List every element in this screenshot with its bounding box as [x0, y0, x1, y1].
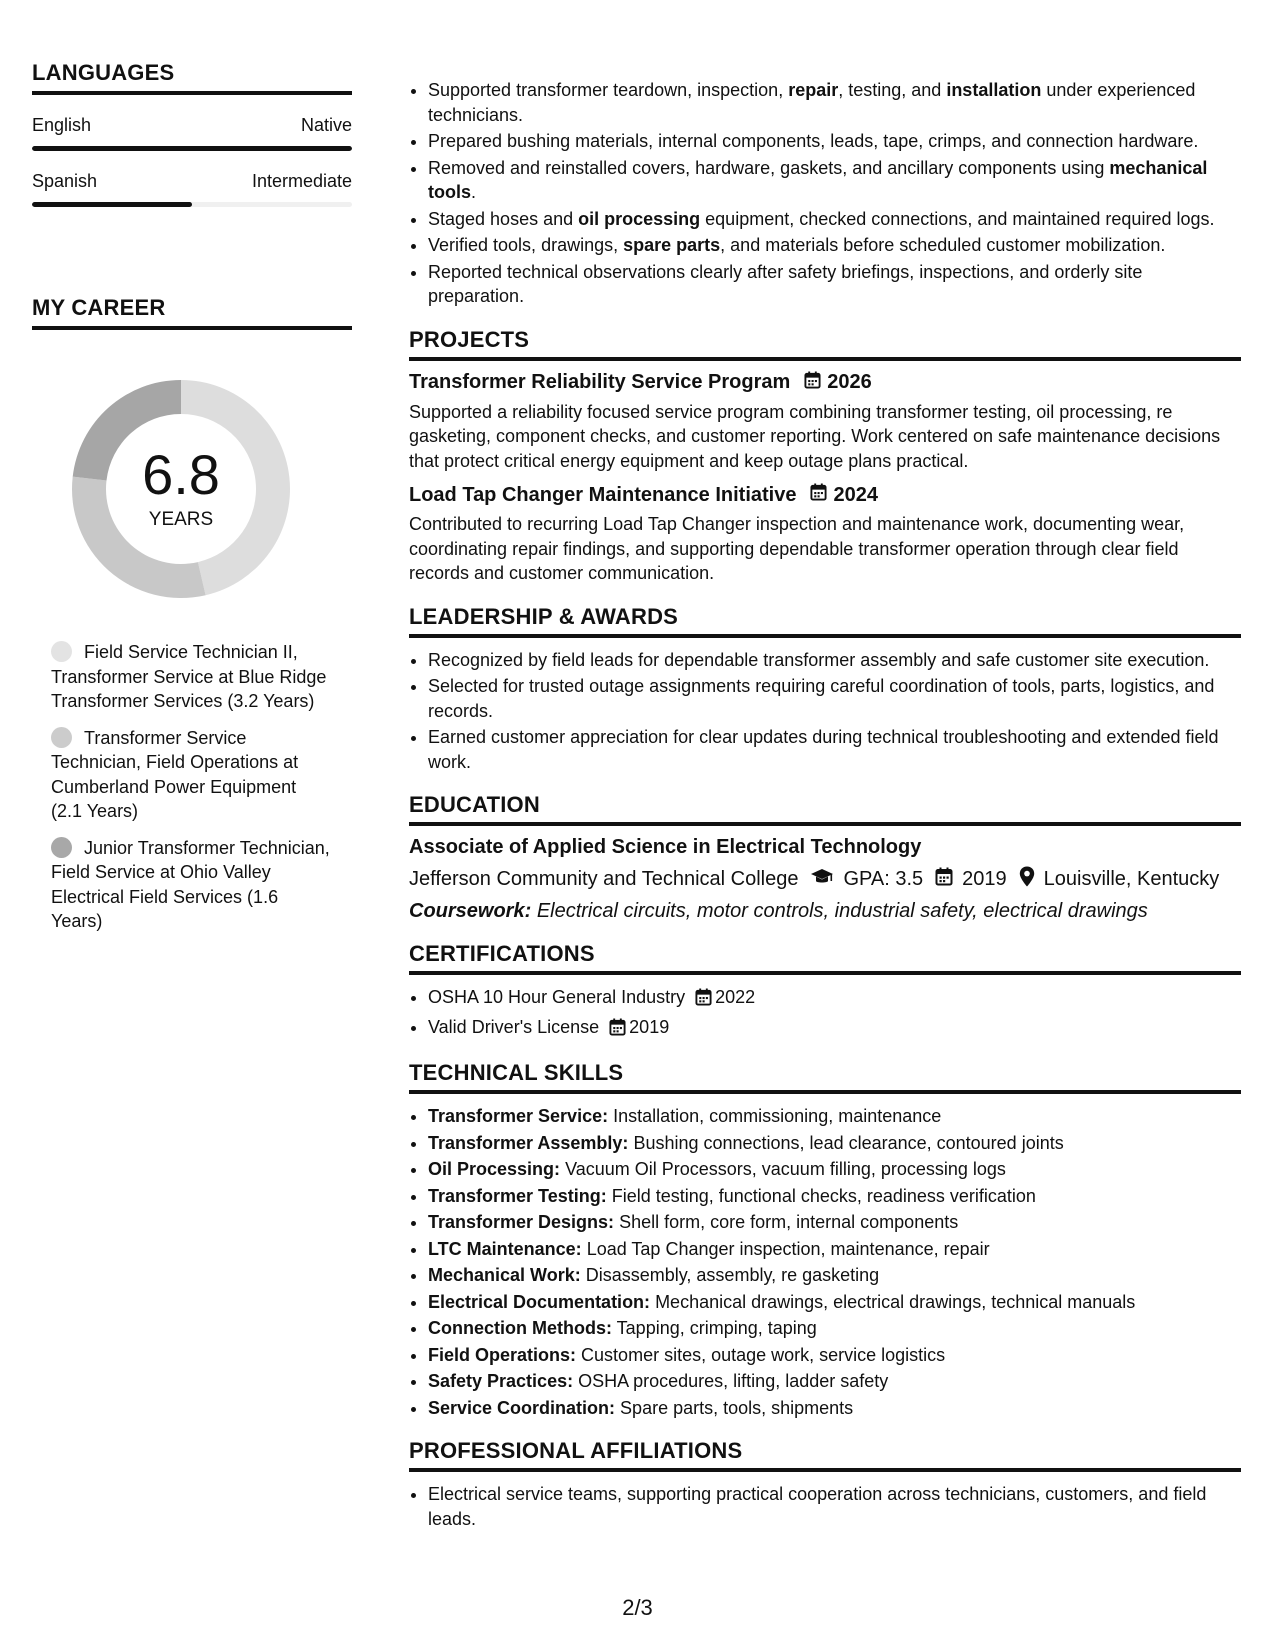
skill-value: Spare parts, tools, shipments [620, 1397, 854, 1418]
map-pin-icon [1019, 866, 1035, 893]
bullet-text: , and materials before scheduled customer mobilization. [720, 235, 1166, 255]
language-proficiency-fill [32, 202, 192, 207]
experience-bullet [428, 207, 1241, 232]
bullet-text: Removed and reinstalled covers, hardware, gaskets, and ancillary components using [428, 157, 1110, 178]
project-year: 2026 [827, 371, 872, 393]
skill-value: Load Tap Changer inspection, maintenance, repair [586, 1238, 990, 1259]
leadership-item: • Earned customer appreciation for clear updates during technical troubleshooting and extended field work. [428, 725, 1241, 774]
career-legend-dot [51, 727, 72, 748]
skill-item [428, 1104, 1241, 1129]
skill-value: Shell form, core form, internal components [619, 1212, 959, 1232]
language-level: Native [300, 115, 352, 135]
bullet-text: Staged hoses and [428, 208, 579, 229]
skills-list [409, 1104, 1241, 1420]
language-name: English [32, 115, 92, 135]
calendar-icon [609, 1018, 626, 1043]
skill-value: Disassembly, assembly, re gasketing [585, 1265, 880, 1285]
certification-year: 2022 [715, 987, 756, 1007]
skill-label: Transformer Designs: [428, 1212, 615, 1232]
bullet-text: Supported transformer teardown, inspection, [428, 80, 789, 100]
skill-item [428, 1157, 1241, 1182]
certification-name: OSHA 10 Hour General Industry [428, 987, 686, 1007]
project-description: Supported a reliability focused service program combining transformer testing, oil processing, re gasketing, component checks, and customer reporting. Work centered on safe maintenance decisions that protect critical energy equipment and keep outage plans practical. [409, 401, 1221, 471]
skill-value: OSHA procedures, lifting, ladder safety [578, 1371, 889, 1391]
certification-name: Valid Driver's License [428, 1016, 600, 1037]
certification-item [428, 985, 1241, 1013]
donut-center [66, 374, 296, 604]
experience-bullet [428, 78, 1241, 127]
skill-label: Connection Methods: [428, 1318, 612, 1338]
bullet-text: Prepared bushing materials, internal components, leads, tape, crimps, and connection hardware. [428, 131, 1199, 151]
skill-item [428, 1343, 1241, 1368]
skill-item [428, 1237, 1241, 1262]
certifications-title: CERTIFICATIONS [409, 941, 1241, 975]
skills-title: TECHNICAL SKILLS [409, 1060, 1241, 1094]
career-item [51, 836, 331, 934]
skill-value: Customer sites, outage work, service logistics [581, 1344, 946, 1365]
bullet-keyword: repair [788, 80, 839, 100]
bullet-keyword: spare parts [623, 235, 721, 255]
calendar-icon [935, 867, 953, 892]
language-name: Spanish [32, 171, 98, 191]
leadership-item: • Recognized by field leads for dependable transformer assembly and safe customer site execution. [428, 648, 1241, 673]
bullet-keyword: mechanical tools [428, 157, 1208, 202]
calendar-icon [695, 988, 712, 1013]
bullet-keyword: oil processing [578, 208, 701, 229]
skill-label: Service Coordination: [428, 1397, 616, 1418]
experience-bullet [428, 156, 1241, 205]
project-description: Contributed to recurring Load Tap Changer inspection and maintenance work, documenting wear, coordinating repair findings, and supporting dependable transformer operation through clear field records and customer communication. [409, 514, 1185, 583]
project-name: Load Tap Changer Maintenance Initiative [409, 483, 797, 506]
skill-label: Oil Processing: [428, 1159, 561, 1179]
skill-item [428, 1263, 1241, 1288]
career-donut-chart [66, 374, 296, 604]
career-item [51, 726, 331, 824]
leadership-title: LEADERSHIP & AWARDS [409, 604, 1241, 638]
education-year: 2019 [962, 868, 1007, 890]
experience-bullets [409, 78, 1241, 309]
skill-label: Field Operations: [428, 1344, 577, 1365]
language-row [32, 171, 352, 192]
leadership-item: • Selected for trusted outage assignments requiring careful coordination of tools, parts, logistics, and records. [428, 674, 1241, 723]
coursework-text: Electrical circuits, motor controls, industrial safety, electrical drawings [536, 900, 1148, 922]
certifications-list [409, 985, 1241, 1042]
project-year: 2024 [833, 483, 878, 506]
skill-value: Installation, commissioning, maintenance [613, 1106, 942, 1126]
skill-label: Transformer Assembly: [428, 1132, 629, 1153]
experience-bullet [428, 233, 1241, 258]
career-legend-dot [51, 641, 72, 662]
skill-item [428, 1396, 1241, 1421]
skill-label: Safety Practices: [428, 1371, 574, 1391]
bullet-text: under experienced technicians. [428, 80, 1196, 125]
bullet-text: Verified tools, drawings, [428, 235, 624, 255]
project-name: Transformer Reliability Service Program [409, 371, 791, 393]
affiliations-title: PROFESSIONAL AFFILIATIONS [409, 1438, 1241, 1472]
languages-list [32, 115, 352, 207]
language-proficiency-bar [32, 202, 352, 207]
calendar-icon [810, 483, 827, 507]
language-level: Intermediate [251, 171, 352, 191]
skill-label: Mechanical Work: [428, 1265, 581, 1285]
projects-title: PROJECTS [409, 327, 1241, 361]
career-item-text: Transformer Service Technician, Field Operations at Cumberland Power Equipment (2.1 Years) [51, 727, 299, 821]
education-coursework [409, 900, 1241, 923]
main-content [409, 78, 1241, 1533]
sidebar [32, 60, 352, 946]
skill-label: Electrical Documentation: [428, 1291, 651, 1312]
career-total-value: 6.8 [142, 443, 220, 506]
languages-title: LANGUAGES [32, 60, 352, 95]
bullet-keyword: installation [946, 80, 1042, 100]
language-proficiency-bar [32, 146, 352, 151]
career-total-unit: YEARS [148, 509, 214, 530]
project-header [409, 371, 1241, 395]
experience-bullet [428, 260, 1241, 309]
language-row [32, 115, 352, 136]
education-details [409, 866, 1241, 893]
bullet-text: . [471, 182, 477, 202]
skill-value: Tapping, crimping, taping [616, 1318, 817, 1338]
skill-value: Vacuum Oil Processors, vacuum filling, processing logs [565, 1159, 1006, 1179]
project-header [409, 483, 1241, 507]
page-number: 2/3 [622, 1595, 653, 1620]
career-legend-dot [51, 837, 72, 858]
coursework-label: Coursework: [409, 900, 532, 922]
language-item [32, 171, 352, 207]
skill-item [428, 1316, 1241, 1341]
skill-label: LTC Maintenance: [428, 1238, 582, 1259]
education-location: Louisville, Kentucky [1043, 868, 1220, 890]
leadership-list [409, 648, 1241, 775]
skill-label: Transformer Service: [428, 1106, 609, 1126]
skill-item [428, 1290, 1241, 1315]
affiliation-item: • Electrical service teams, supporting practical cooperation across technicians, customers, and field leads. [428, 1482, 1241, 1531]
skill-value: Bushing connections, lead clearance, contoured joints [633, 1132, 1064, 1153]
language-proficiency-fill [32, 146, 352, 151]
skill-item [428, 1184, 1241, 1209]
language-item [32, 115, 352, 151]
calendar-icon [804, 371, 821, 395]
skill-label: Transformer Testing: [428, 1185, 607, 1206]
certification-item [428, 1015, 1241, 1043]
education-gpa: GPA: 3.5 [843, 868, 924, 890]
education-title: EDUCATION [409, 792, 1241, 826]
skill-item [428, 1131, 1241, 1156]
education-degree: Associate of Applied Science in Electrical Technology [409, 836, 922, 858]
bullet-text: , testing, and [838, 80, 947, 100]
skill-item [428, 1210, 1241, 1235]
bullet-text: Reported technical observations clearly after safety briefings, inspections, and orderly site preparation. [428, 261, 1143, 306]
career-title: MY CAREER [32, 295, 352, 330]
certification-year: 2019 [629, 1016, 670, 1037]
bullet-text: equipment, checked connections, and maintained required logs. [700, 208, 1215, 229]
experience-bullet [428, 129, 1241, 154]
career-item [51, 640, 331, 714]
skill-value: Field testing, functional checks, readiness verification [611, 1185, 1036, 1206]
education-school: Jefferson Community and Technical College [409, 868, 799, 890]
career-list [32, 640, 331, 934]
projects-list [409, 371, 1241, 586]
skill-value: Mechanical drawings, electrical drawings, technical manuals [655, 1291, 1136, 1312]
skill-item [428, 1369, 1241, 1394]
career-item-text: Junior Transformer Technician, Field Service at Ohio Valley Electrical Field Services (1.6 Years) [51, 837, 330, 931]
career-item-text: Field Service Technician II, Transformer Service at Blue Ridge Transformer Services (3.2 Years) [51, 642, 327, 711]
graduation-cap-icon [810, 868, 834, 892]
affiliations-list [409, 1482, 1241, 1531]
